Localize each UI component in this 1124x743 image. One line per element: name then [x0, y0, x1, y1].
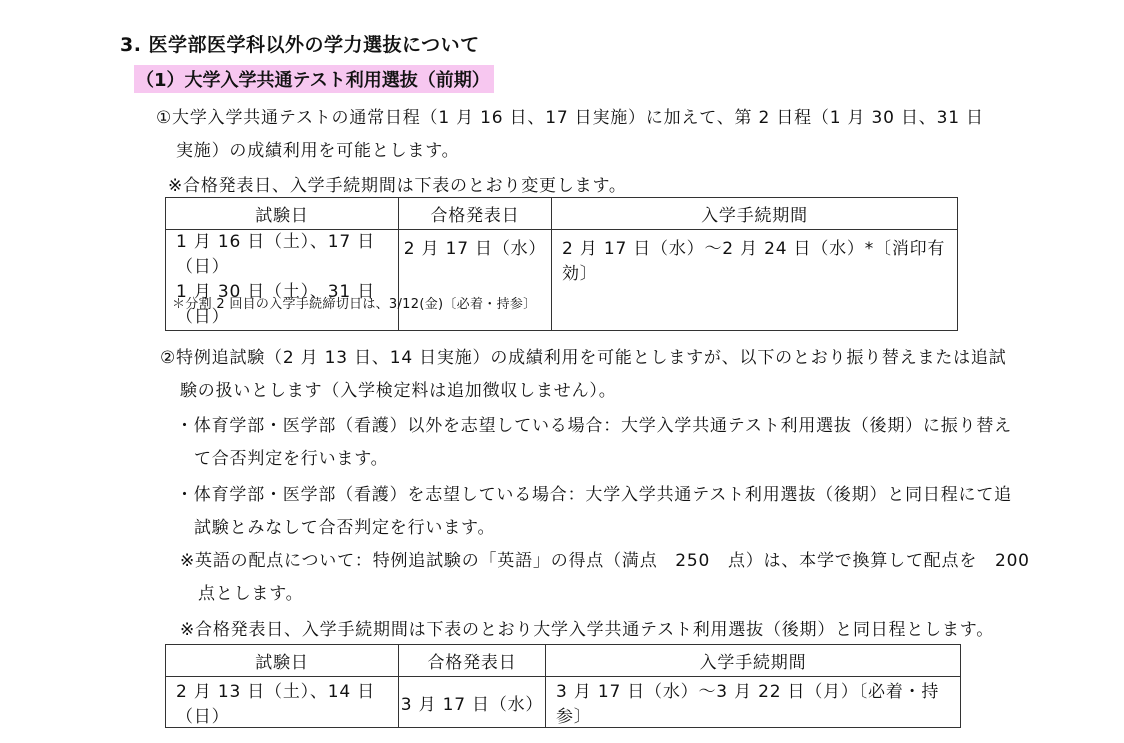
exam-dates-cell — [166, 230, 399, 331]
header-exam-date: 試験日 — [166, 198, 399, 230]
english-note-line2: 点とします。 — [198, 584, 304, 604]
table1-footnote: ＊分割 2 回目の入学手続締切日は、3/12(金)〔必着・持参〕 — [172, 297, 537, 312]
item1-line1: ①大学入学共通テストの通常日程（1 月 16 日、17 日実施）に加えて、第 2 日程（1 月 30 日、31 日 — [156, 108, 984, 128]
bullet2-line1: ・体育学部・医学部（看護）を志望している場合：大学入学共通テスト利用選抜（後期）と同日程にて追 — [176, 485, 1012, 505]
exam-date-line-2: 1 月 30 日（土）、31 日（日） — [176, 282, 375, 327]
procedure-period-cell: 2 月 17 日（水）～2 月 24 日（水）*〔消印有効〕 — [552, 230, 958, 331]
item2-line2: 験の扱いとします（入学検定料は追加徴収しません）。 — [180, 381, 617, 401]
table-header-row — [166, 645, 961, 677]
announcement-date-cell: 3 月 17 日（水） — [399, 677, 546, 728]
item2-line1: ②特例追試験（2 月 13 日、14 日実施）の成績利用を可能としますが、以下のとおり振り替えまたは追試 — [160, 348, 1007, 368]
header-exam-date: 試験日 — [166, 645, 399, 677]
exam-date-line-1: 1 月 16 日（土）、17 日（日） — [176, 232, 375, 277]
item1-note: ※合格発表日、入学手続期間は下表のとおり変更します。 — [168, 176, 627, 196]
english-note-line1: ※英語の配点について：特例追試験の「英語」の得点（満点 250 点）は、本学で換算して配点を 200 — [180, 551, 1030, 571]
announcement-date-cell: 2 月 17 日（水） — [399, 230, 552, 331]
subsection-heading: （1）大学入学共通テスト利用選抜（前期） — [134, 65, 494, 93]
header-announcement-date: 合格発表日 — [399, 198, 552, 230]
table-row — [166, 230, 958, 331]
bullet1-line1: ・体育学部・医学部（看護）以外を志望している場合：大学入学共通テスト利用選抜（後期）に振り替え — [176, 416, 1012, 436]
header-procedure-period: 入学手続期間 — [546, 645, 961, 677]
table-header-row — [166, 198, 958, 230]
header-announcement-date: 合格発表日 — [399, 645, 546, 677]
table-row — [166, 677, 961, 728]
header-procedure-period: 入学手続期間 — [552, 198, 958, 230]
bullet1-line2: て合否判定を行います。 — [194, 449, 389, 469]
item1-line2: 実施）の成績利用を可能とします。 — [176, 141, 460, 161]
procedure-period-cell: 3 月 17 日（水）～3 月 22 日（月）〔必着・持参〕 — [546, 677, 961, 728]
item2-note: ※合格発表日、入学手続期間は下表のとおり大学入学共通テスト利用選抜（後期）と同日程とします。 — [180, 620, 995, 640]
section-heading: 3. 医学部医学科以外の学力選抜について — [120, 34, 480, 56]
exam-dates-cell: 2 月 13 日（土）、14 日（日） — [166, 677, 399, 728]
schedule-table-2 — [165, 644, 961, 728]
bullet2-line2: 試験とみなして合否判定を行います。 — [194, 518, 496, 538]
